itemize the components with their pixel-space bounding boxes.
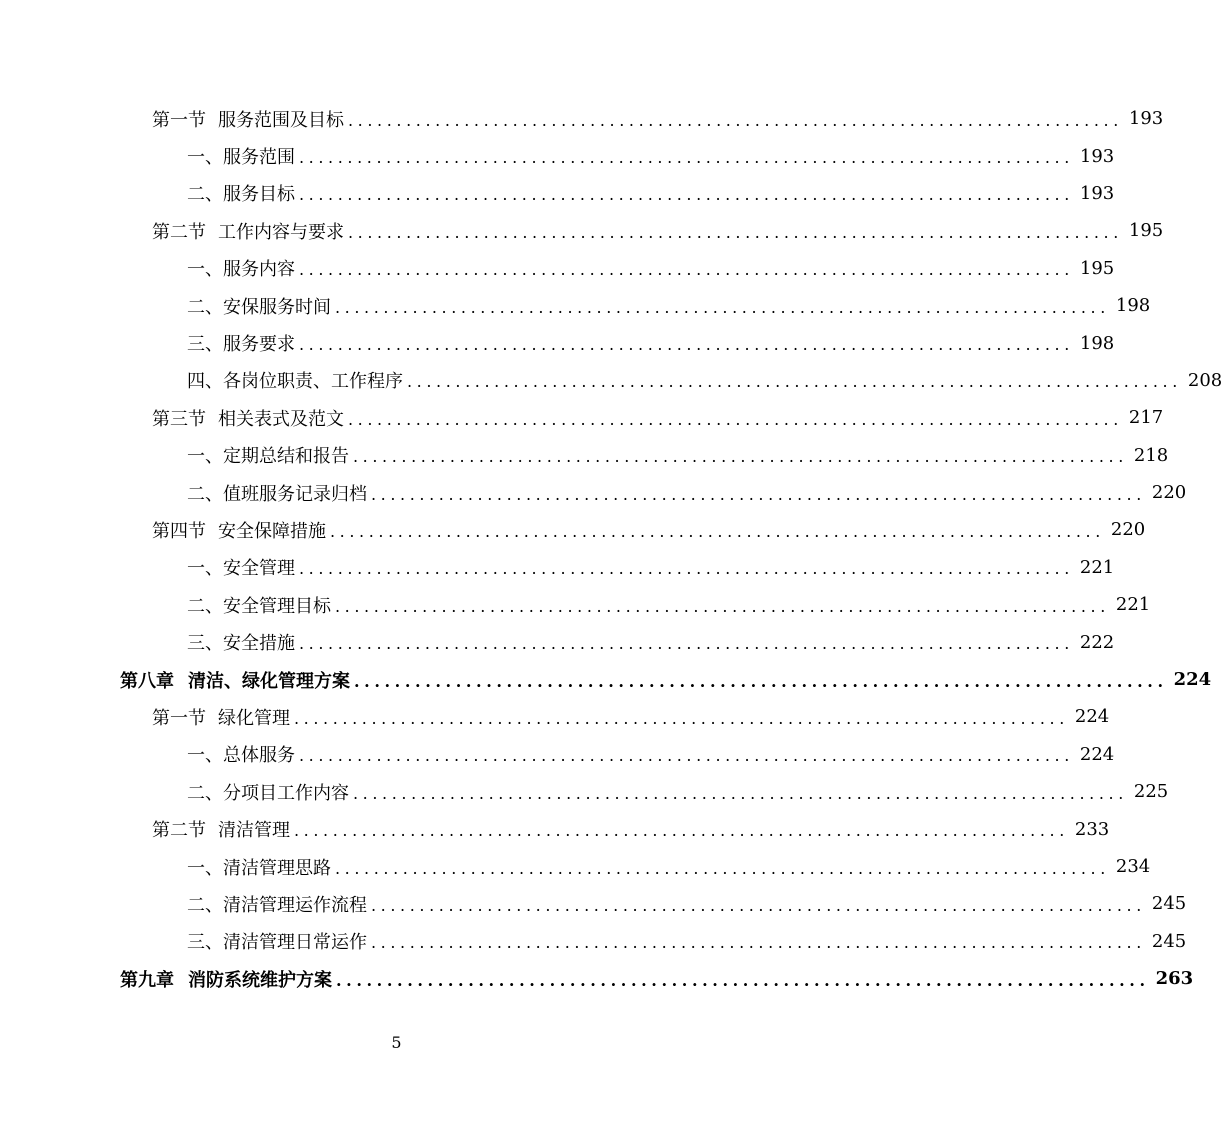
toc-dot-leader: ................................................................................ [299,634,1074,654]
toc-entry-text: 三、服务要求 [187,334,295,356]
toc-section-entry[interactable] [152,100,1164,137]
toc-page-number: 224 [1079,743,1115,765]
toc-dot-leader: ................................................................................ [336,970,1150,990]
toc-entry-number: 第四节 [152,520,206,542]
toc-entry-title [187,854,335,880]
toc-entry-title [152,106,348,132]
toc-entry-title [120,966,336,992]
toc-page-number: 193 [1079,182,1115,204]
toc-dot-leader: ................................................................................ [348,110,1123,130]
toc-page-number: 195 [1079,257,1115,279]
toc-entry-number: 第二节 [152,820,206,842]
toc-subsection-entry[interactable] [187,437,1169,474]
toc-subsection-entry[interactable] [187,586,1151,623]
toc-page-number: 198 [1079,332,1115,354]
toc-entry-title [187,629,299,655]
toc-dot-leader: ................................................................................ [294,821,1069,841]
toc-page-number: 221 [1115,594,1151,616]
toc-page-number: 218 [1133,444,1169,466]
toc-entry-title [187,779,353,805]
toc-entry-text: 消防系统维护方案 [188,969,332,991]
toc-page-number: 198 [1115,295,1151,317]
toc-subsection-entry[interactable] [187,287,1151,324]
toc-section-entry[interactable] [152,810,1110,847]
toc-page-number: 193 [1079,145,1115,167]
toc-page-number: 224 [1074,706,1110,728]
toc-dot-leader: ................................................................................ [353,783,1128,803]
toc-entry-text: 相关表式及范文 [218,408,344,430]
toc-entry-title [187,180,299,206]
toc-page-number: 234 [1115,856,1151,877]
toc-subsection-entry[interactable] [187,250,1115,287]
toc-page-number: 193 [1128,108,1164,130]
toc-dot-leader: ................................................................................ [335,297,1110,317]
toc-entry-number: 第八章 [120,670,174,692]
toc-entry-title [187,442,353,468]
toc-page-number: 195 [1128,220,1164,242]
toc-subsection-entry[interactable] [187,175,1115,212]
toc-entry-text: 二、清洁管理运作流程 [187,894,367,916]
toc-entry-title [120,667,354,693]
toc-entry-text: 工作内容与要求 [218,221,344,243]
toc-entry-text: 三、安全措施 [187,633,295,655]
toc-subsection-entry[interactable] [187,736,1115,773]
toc-chapter-entry[interactable] [120,960,1194,997]
toc-dot-leader: ................................................................................ [335,596,1110,616]
toc-dot-leader: ................................................................................ [354,671,1168,691]
toc-entry-text: 清洁管理 [218,820,290,842]
toc-entry-title [152,816,294,842]
toc-page-number: 245 [1151,893,1187,915]
toc-dot-leader: ................................................................................ [348,222,1123,242]
toc-dot-leader: ................................................................................ [335,858,1110,878]
toc-subsection-entry[interactable] [187,549,1115,586]
toc-page-number: 224 [1173,669,1212,691]
toc-entry-text: 安全保障措施 [218,520,326,542]
toc-dot-leader: ................................................................................ [299,148,1074,168]
toc-entry-title [187,741,299,767]
toc-entry-text: 服务范围及目标 [218,109,344,131]
toc-dot-leader: ................................................................................ [299,185,1074,205]
toc-dot-leader: ................................................................................ [299,746,1074,766]
toc-subsection-entry[interactable] [187,885,1187,922]
toc-entry-number: 第三节 [152,408,206,430]
toc-entry-title [152,517,330,543]
toc-chapter-entry[interactable] [120,661,1212,698]
toc-dot-leader: ................................................................................ [299,559,1074,579]
table-of-contents [0,100,1222,997]
toc-entry-text: 一、服务范围 [187,147,295,169]
toc-entry-text: 四、各岗位职责、工作程序 [187,371,403,393]
toc-entry-title [187,255,299,281]
toc-entry-title [187,480,371,506]
toc-entry-title [187,330,299,356]
page-number: 5 [391,1033,402,1052]
toc-entry-number: 第九章 [120,969,174,991]
toc-subsection-entry[interactable] [187,362,1222,399]
toc-entry-text: 一、总体服务 [187,745,295,767]
toc-dot-leader: ................................................................................ [294,708,1069,728]
toc-page-number: 225 [1133,781,1169,803]
toc-subsection-entry[interactable] [187,623,1115,660]
toc-subsection-entry[interactable] [187,773,1169,810]
toc-page-number: 217 [1128,407,1164,429]
toc-entry-title [187,293,335,319]
toc-entry-text: 二、值班服务记录归档 [187,483,367,505]
toc-subsection-entry[interactable] [187,324,1115,361]
toc-entry-text: 三、清洁管理日常运作 [187,932,367,954]
toc-entry-number: 第一节 [152,707,206,729]
toc-entry-text: 二、安保服务时间 [187,296,331,318]
toc-entry-title [187,367,407,393]
toc-dot-leader: ................................................................................ [348,409,1123,429]
toc-entry-title [152,405,348,431]
toc-dot-leader: ................................................................................ [371,933,1146,953]
toc-entry-text: 二、服务目标 [187,184,295,206]
toc-entry-text: 二、分项目工作内容 [187,782,349,804]
toc-entry-title [187,928,371,954]
toc-entry-text: 二、安全管理目标 [187,595,331,617]
toc-entry-title [187,891,371,917]
toc-entry-title [152,218,348,244]
toc-section-entry[interactable] [152,698,1110,735]
toc-page-number: 245 [1151,930,1187,952]
toc-entry-text: 一、安全管理 [187,558,295,580]
toc-dot-leader: ................................................................................ [353,447,1128,467]
toc-section-entry[interactable] [152,399,1164,436]
toc-page-number: 222 [1079,631,1115,653]
toc-page-number: 208 [1187,369,1222,391]
toc-page-number: 220 [1110,519,1146,541]
toc-entry-text: 绿化管理 [218,707,290,729]
toc-subsection-entry[interactable] [187,137,1115,174]
toc-entry-text: 清洁、绿化管理方案 [188,670,350,692]
toc-dot-leader: ................................................................................ [371,895,1146,915]
toc-dot-leader: ................................................................................ [407,372,1182,392]
toc-page-number: 221 [1079,556,1115,578]
toc-entry-text: 一、定期总结和报告 [187,446,349,468]
toc-page-number: 263 [1155,968,1194,990]
toc-dot-leader: ................................................................................ [330,521,1105,541]
toc-section-entry[interactable] [152,511,1146,548]
toc-entry-text: 一、清洁管理思路 [187,857,331,879]
toc-page-number: 233 [1074,818,1110,840]
toc-entry-title [187,143,299,169]
toc-subsection-entry[interactable] [187,923,1187,960]
toc-entry-title [152,704,294,730]
toc-entry-number: 第一节 [152,109,206,131]
toc-entry-title [187,592,335,618]
toc-subsection-entry[interactable] [187,474,1187,511]
toc-section-entry[interactable] [152,212,1164,249]
toc-entry-title [187,554,299,580]
toc-entry-text: 一、服务内容 [187,259,295,281]
toc-entry-number: 第二节 [152,221,206,243]
toc-subsection-entry[interactable] [187,848,1151,885]
toc-dot-leader: ................................................................................ [371,484,1146,504]
toc-dot-leader: ................................................................................ [299,335,1074,355]
toc-dot-leader: ................................................................................ [299,260,1074,280]
toc-page-number: 220 [1151,482,1187,504]
